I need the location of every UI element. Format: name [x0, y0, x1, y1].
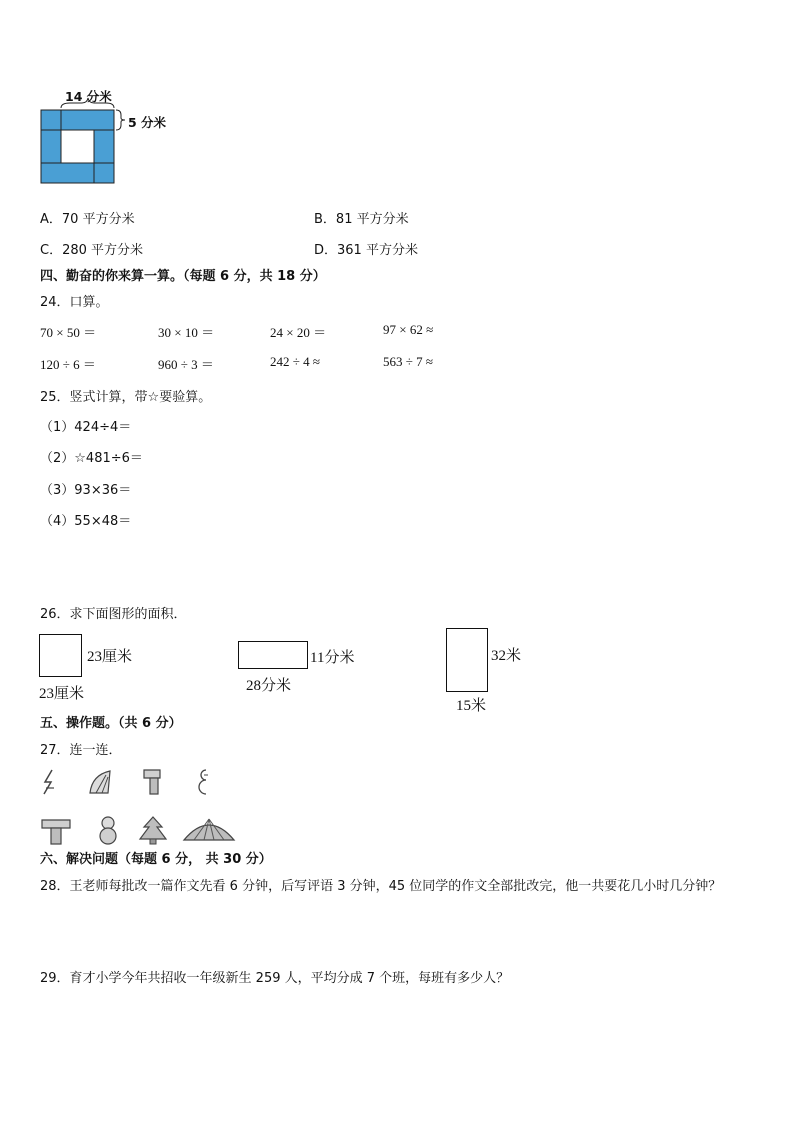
square-shape	[39, 634, 82, 677]
rect2-height-label: 32米	[491, 648, 522, 664]
half-lightning-picture	[40, 768, 60, 796]
option-c[interactable]: C．280 平方分米	[40, 243, 144, 258]
oral-calc-item: 30 × 10 ＝	[158, 325, 215, 340]
option-b[interactable]: B．81 平方分米	[314, 212, 409, 227]
q25-title: 25．竖式计算，带☆要验算。	[40, 390, 212, 405]
square-frame-figure	[30, 84, 170, 189]
side-brace	[116, 110, 125, 130]
section4-title: 四、勤奋的你来算一算。（每题 6 分，共 18 分）	[40, 269, 326, 284]
section5-title: 五、操作题。（共 6 分）	[40, 716, 182, 731]
vertical-calc-item: （2）☆481÷6＝	[40, 451, 143, 466]
tall-rectangle-shape	[446, 628, 488, 692]
option-d[interactable]: D．361 平方分米	[314, 243, 418, 258]
rectangle-shape	[238, 641, 308, 669]
half-umbrella-picture	[88, 769, 116, 795]
oral-calc-item: 70 × 50 ＝	[40, 325, 97, 340]
vertical-calc-item: （4）55×48＝	[40, 514, 132, 529]
oral-calc-item: 242 ÷ 4 ≈	[270, 354, 321, 369]
vertical-calc-item: （1）424÷4＝	[40, 420, 132, 435]
inner-white-square	[61, 130, 94, 163]
half-snowman-picture	[196, 768, 214, 796]
option-a[interactable]: A．70 平方分米	[40, 212, 135, 227]
half-mushroom-picture	[142, 768, 164, 796]
oral-calc-item: 120 ÷ 6 ＝	[40, 357, 96, 372]
q24-title: 24．口算。	[40, 295, 109, 310]
snowman-picture	[95, 815, 121, 845]
q29-text: 29．育才小学今年共招收一年级新生 259 人，平均分成 7 个班，每班有多少人？	[40, 971, 510, 986]
oral-calc-item: 563 ÷ 7 ≈	[383, 354, 434, 369]
figure-side-label: 5 分米	[128, 115, 167, 130]
oral-calc-item: 960 ÷ 3 ＝	[158, 357, 214, 372]
rect1-width-label: 28分米	[246, 678, 292, 694]
square-bottom-label: 23厘米	[39, 686, 85, 702]
q27-title: 27．连一连．	[40, 743, 122, 758]
q26-title: 26．求下面图形的面积．	[40, 607, 187, 622]
mushroom-picture	[40, 816, 72, 846]
figure-top-label: 14 分米	[65, 89, 112, 104]
vertical-calc-item: （3）93×36＝	[40, 483, 132, 498]
oral-calc-item: 24 × 20 ＝	[270, 325, 327, 340]
tree-picture	[138, 815, 168, 845]
section6-title: 六、解决问题（每题 6 分， 共 30 分）	[40, 852, 272, 867]
oral-calc-item: 97 × 62 ≈	[383, 322, 434, 337]
rect1-height-label: 11分米	[310, 650, 355, 666]
umbrella-picture	[182, 816, 236, 844]
rect2-width-label: 15米	[456, 698, 487, 714]
square-right-label: 23厘米	[87, 649, 133, 665]
q28-text: 28．王老师每批改一篇作文先看 6 分钟，后写评语 3 分钟，45 位同学的作文全部批改完，他一共要花几小时几分钟？	[40, 879, 722, 894]
